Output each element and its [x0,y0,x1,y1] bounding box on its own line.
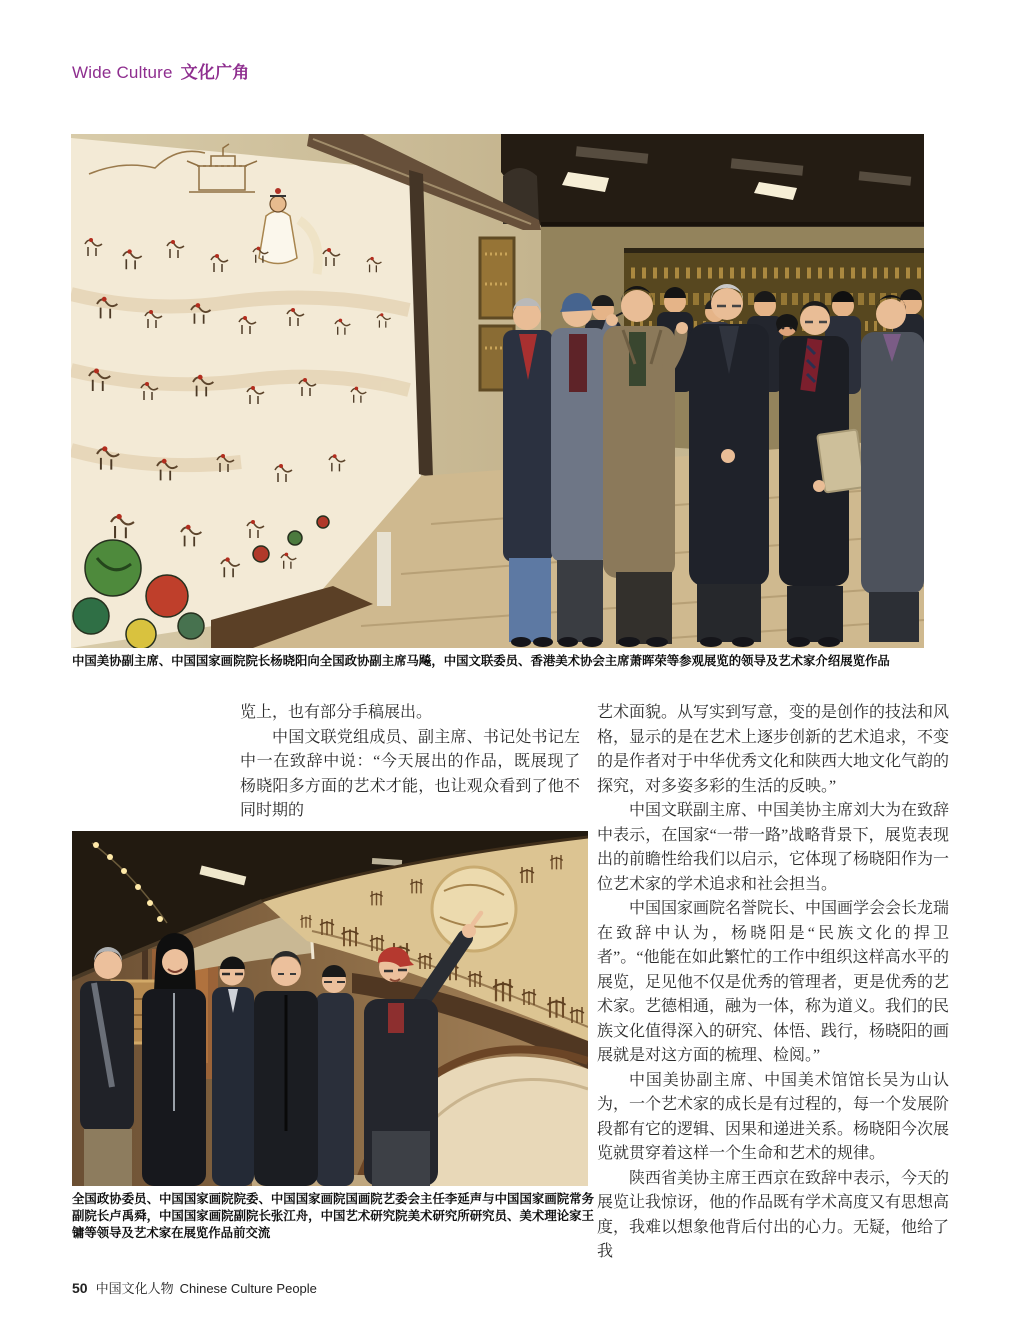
article-right-column [597,701,949,1265]
photo2-caption: 全国政协委员、中国国家画院院委、中国国家画院国画院艺委会主任李延声与中国国家画院常务副院长卢禹舜，中国国家画院副院长张江舟，中国艺术研究院美术研究所研究员、美术理论家王镛等领导及艺术家在展览作品前交流 [72,1192,594,1240]
magazine-title-zh: 中国文化人物 [95,1281,174,1296]
visitor-glasses [212,957,254,1187]
page-number: 50 [72,1280,88,1296]
section-header-zh: 文化广角 [180,63,250,82]
visitor-grey-hair [689,284,769,647]
visitor-elder-left [503,298,553,647]
visitor-elder [80,947,134,1186]
magazine-title-en: Chinese Culture People [179,1281,317,1296]
body-paragraph: 艺术面貌。从写实到写意，变的是创作的技法和风格，显示的是在艺术上逐步创新的艺术追求，不变的是作者对于中华优秀文化和陕西大地文化气韵的探究，对多姿多彩的生活的反映。” [597,704,950,795]
body-paragraph: 中国国家画院名誉院长、中国画学会会长龙瑞在致辞中认为，杨晓阳是“民族文化的捍卫者”。“他能在如此繁忙的工作中组织这样高水平的展览，足见他不仅是优秀的管理者，更是优秀的艺术家。艺德相通，融为一体，称为道义。我们的民族文化值得深入的研究、体悟、践行，杨晓阳的画展就是对这方面的梳理、检阅。” [597,900,950,1064]
section-header [72,58,249,83]
photo1-caption: 中国美协副主席、中国国家画院院长杨晓阳向全国政协副主席马飚，中国文联委员、香港美术协会主席萧晖荣等参观展览的领导及艺术家介绍展览作品 [72,654,890,668]
visitor-right-edge [861,295,924,642]
body-paragraph: 览上，也有部分手稿展出。 [240,704,433,721]
ceiling [501,134,924,227]
body-paragraph: 中国文联党组成员、副主席、书记处书记左中一在致辞中说：“今天展出的作品，既展现了杨晓阳多方面的艺术才能，也让观众看到了他不同时期的 [240,728,580,819]
pedestal [377,532,391,606]
section-header-en: Wide Culture [72,63,173,82]
body-paragraph: 中国美协副主席、中国美术馆馆长吴为山认为，一个艺术家的成长是有过程的，每一个发展阶段都有它的逻辑、因果和递进关系。杨晓阳今次展览就贯穿着这样一个生命和艺术的规律。 [597,1071,950,1162]
exhibition-photo-scroll [72,831,588,1186]
page-footer [72,1278,317,1297]
article-left-column [240,701,580,824]
exhibition-photo-main [71,134,924,648]
body-paragraph: 中国文联副主席、中国美协主席刘大为在致辞中表示，在国家“一带一路”战略背景下，展览表现出的前瞻性给我们以启示，它体现了杨晓阳作为一位艺术家的学术追求和社会担当。 [597,802,950,893]
body-paragraph: 陕西省美协主席王西京在致辞中表示，今天的展览让我惊讶，他的作品既有学术高度又有思想高度，我难以想象他背后付出的心力。无疑，他给了我 [597,1169,950,1260]
